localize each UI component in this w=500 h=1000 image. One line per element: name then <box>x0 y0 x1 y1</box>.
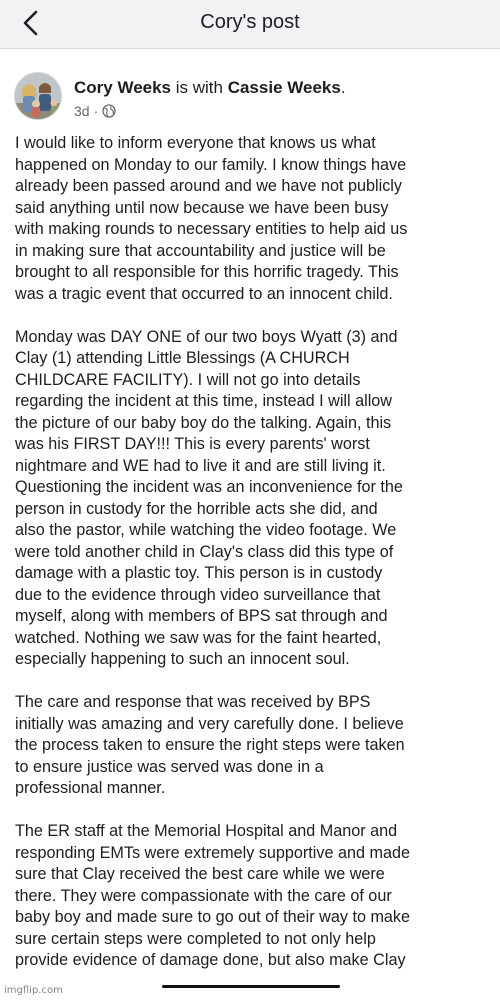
avatar[interactable] <box>14 72 62 120</box>
author-line <box>74 78 346 98</box>
underline-mark <box>162 985 340 988</box>
page-title: Cory's post <box>200 11 300 33</box>
with-text: is with <box>171 78 228 97</box>
meta-separator: · <box>93 103 99 119</box>
tagged-person[interactable]: Cassie Weeks <box>227 78 341 97</box>
top-navigation-bar <box>0 0 500 49</box>
globe-icon <box>102 104 116 118</box>
post-meta <box>74 103 116 119</box>
post-paragraph-1: I would like to inform everyone that knows us what happened on Monday to our family. I know things have already been passed around and we have not publicly said anything until now because we have been busy with making rounds to necessary entities to help aid us in making sure that accountability and justice will be brought to all responsible for this horrific tragedy. This was a tragic event that occurred to an innocent child. <box>15 134 408 303</box>
post-paragraph-3: The care and response that was received by BPS initially was amazing and very carefully done. I believe the process taken to ensure the right steps were taken to ensure justice was served was done in a professional manner. <box>15 693 405 797</box>
post-paragraph-2: Monday was DAY ONE of our two boys Wyatt (3) and Clay (1) attending Little Blessings (A CHURCH CHILDCARE FACILITY). I will not go into details regarding the incident at this time, instead I will allow the picture of our baby boy do the talking. Again, this was his FIRST DAY!!! This is every parents' worst nightmare and WE had to live it and are still living it. Questioning the incident was an inconvenience for the person in custody for the horrible acts she did, and also the pastor, while watching the video footage. We were told another child in Clay's class did this type of damage with a plastic toy. This person is in custody due to the evidence through video surveillance that myself, along with members of BPS sat through and watched. Nothing we saw was for the faint hearted, especially happening to such an innocent soul. <box>15 327 403 668</box>
profile-photo-icon <box>15 73 61 119</box>
post-header <box>14 70 486 122</box>
post-body <box>15 133 487 993</box>
period: . <box>340 78 346 97</box>
post-time[interactable]: 3d <box>74 103 90 119</box>
author-name[interactable]: Cory Weeks <box>74 78 172 97</box>
watermark: imgflip.com <box>4 985 63 996</box>
post-paragraph-4: The ER staff at the Memorial Hospital and Manor and responding EMTs were extremely supportive and made sure that Clay received the best care while we were there. They were compassionate with the care of our baby boy and made sure to go out of their way to make sure certain steps were completed to not only help provide evidence of damage done, but also make Clay <box>15 822 411 969</box>
